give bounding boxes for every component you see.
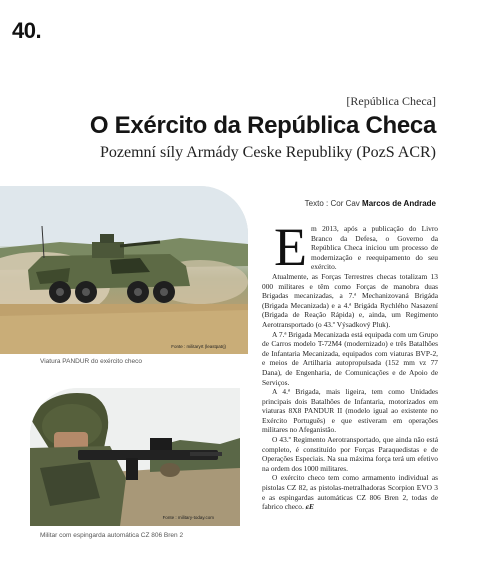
photo-soldier-rifle: [30, 388, 240, 526]
article-subtitle: Pozemní síly Armády Ceske Republiky (PozS ACR): [100, 144, 436, 161]
article-paragraph: m 2013, após a publicação do Livro Branco da Defesa, o Governo da República Checa iniciou um processo de modernização e reequipamento do seu exército.: [311, 224, 438, 272]
article-paragraph: A 4.ª Brigada, mais ligeira, tem como Unidades principais dois Batalhões de Infantaria, motorizados em viaturas 8X8 PANDUR II (modelo igual ao existente no Exército Português) e que estiveram em operações militares no Afeganistão.: [262, 387, 438, 435]
section-category: [República Checa]: [346, 94, 436, 108]
photo-credit: Fonte : military-today.com: [162, 515, 214, 520]
photo-credit: Fonte : militaryrt (leastpatrj): [171, 344, 226, 349]
article-paragraph-text: O exército checo tem como armamento individual as pistolas CZ 82, as pistolas-metralhadoras Scorpion EVO 3 e as espingardas automáticas CZ 806 Bren 2, todas de fabrico checo.: [262, 473, 438, 512]
byline-prefix: Texto : Cor Cav: [304, 199, 360, 208]
photo-caption: Viatura PANDUR do exército checo: [40, 358, 143, 365]
article-paragraph: O 43.º Regimento Aerotransportado, que ainda não está completo, é constituído por Forças Paraquedistas e de Operações Especiais. Na sua máxima força terá um efetivo na ordem dos 1000 militares.: [262, 435, 438, 473]
pandur-vehicle-illustration: [0, 186, 248, 354]
byline: [305, 199, 436, 208]
end-signature: ɕE: [305, 502, 314, 512]
article-paragraph: [262, 473, 438, 511]
photo-pandur-vehicle: [0, 186, 248, 354]
photo-caption: Militar com espingarda automática CZ 806 Bren 2: [40, 532, 184, 539]
dropcap-letter: E: [274, 217, 307, 277]
article-paragraph: Atualmente, as Forças Terrestres checas totalizam 13 000 militares e têm como Forças de manobra duas Brigadas mecanizadas, a 7.ª Mechanizovaná Brigáda (Brigada Mecanizada) e a 4.ª Brigáda Rychlého Nasazení (Brigada de Reação Rápida) e, ainda, um Regimento Aerotransportado (o 43.º Výsadkový Pluk).: [262, 271, 438, 329]
article-paragraph: A 7.ª Brigada Mecanizada está equipada com um Grupo de Carros modelo T-72M4 (modernizado) e três Batalhões de Infantaria Mecanizada, equipados com viaturas BVP-2, e meios de Artilharia autopropulsada (152 mm vz 77 Dana), de Engenharia, de Comunicações e de Apoio de Serviços.: [262, 329, 438, 387]
soldier-illustration: [30, 388, 240, 526]
byline-author: Marcos de Andrade: [362, 199, 436, 208]
page-number: 40.: [12, 18, 42, 43]
article-title: O Exército da República Checa: [89, 112, 436, 139]
article-body: [262, 217, 438, 512]
